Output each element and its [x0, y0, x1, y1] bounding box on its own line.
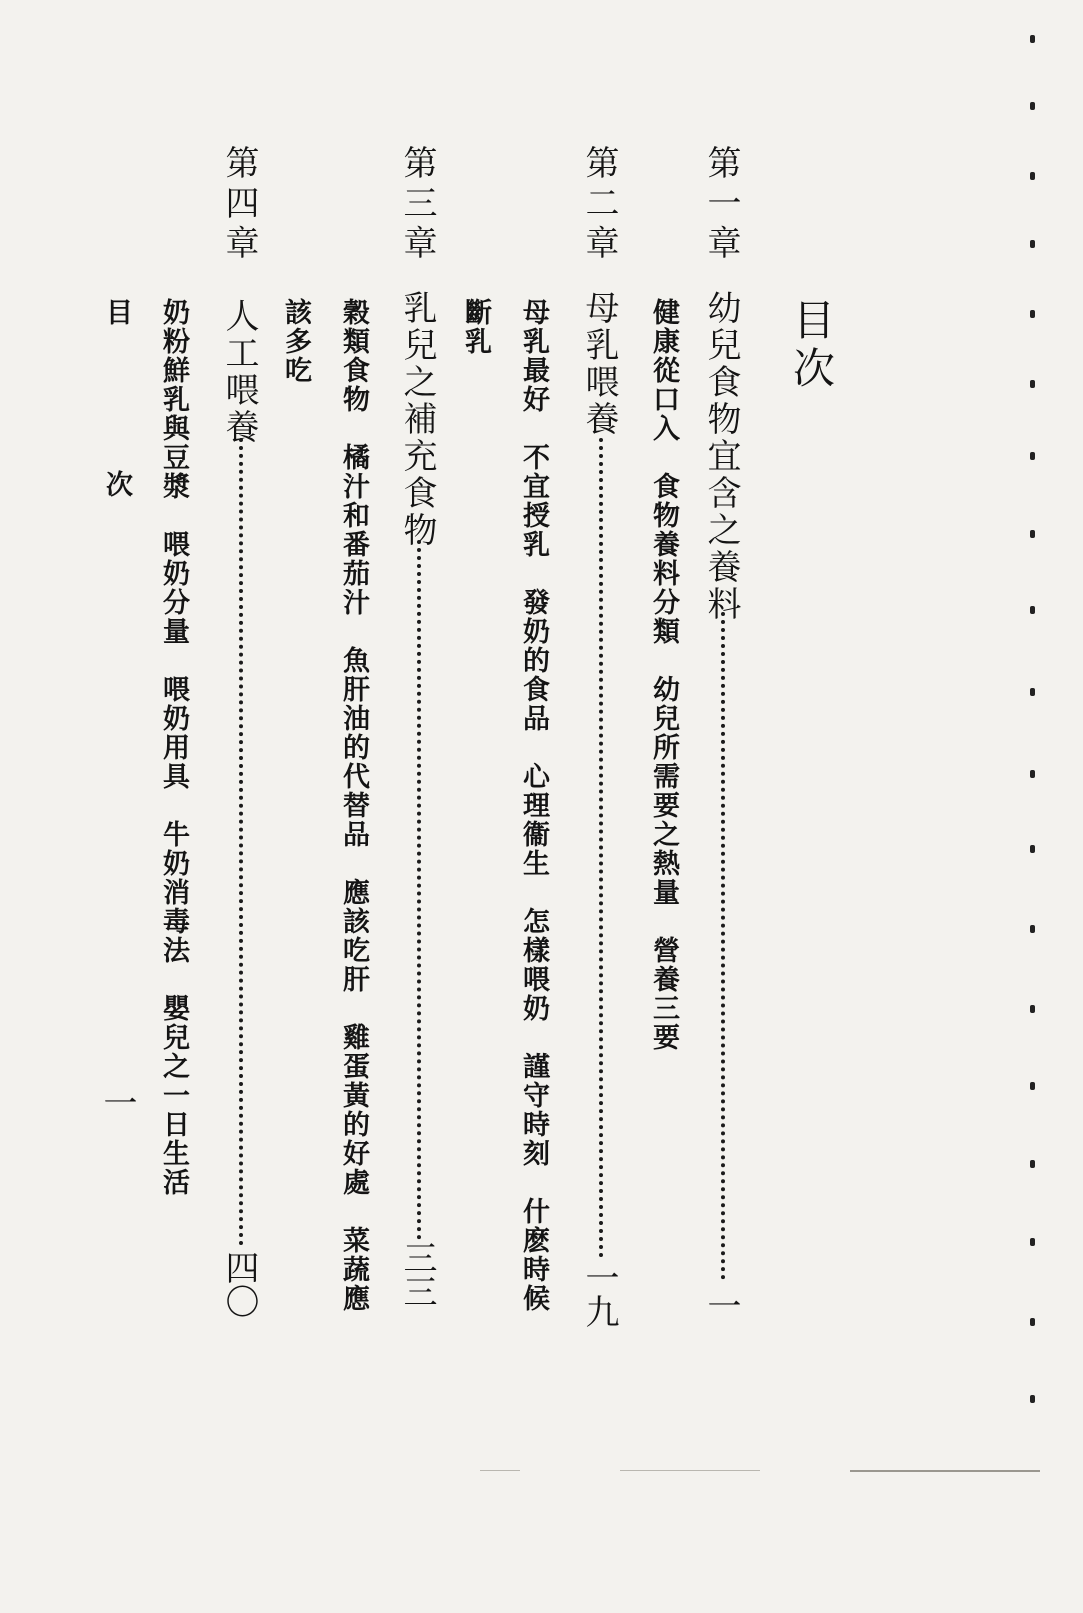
binding-mark: [1030, 1082, 1035, 1090]
chapter-2-title: 母乳喂養: [579, 290, 619, 438]
binding-mark: [1030, 1005, 1035, 1013]
chapter-4-title: 人工喂養: [219, 298, 259, 446]
running-head-bottom: 次: [101, 470, 132, 499]
chapter-4-leader-dots: [239, 438, 243, 1246]
chapter-1-subtopics: 健康從口入 食物養料分類 幼兒所需要之熱量 營養三要: [648, 298, 679, 1052]
binding-mark: [1030, 102, 1035, 110]
binding-mark: [1030, 530, 1035, 538]
binding-mark: [1030, 770, 1035, 778]
chapter-4-subtopics: 奶粉鮮乳與豆漿 喂奶分量 喂奶用具 牛奶消毒法 嬰兒之一日生活: [158, 298, 189, 1197]
chapter-4-page-number: 四〇: [219, 1250, 259, 1318]
folio: 一: [97, 1085, 137, 1119]
chapter-2-label: 第二章: [579, 145, 619, 265]
chapter-1-leader-dots: [721, 612, 725, 1280]
page-title: 目次: [787, 298, 836, 394]
chapter-1-label: 第一章: [701, 145, 741, 265]
chapter-3-leader-dots: [417, 540, 421, 1240]
scan-edge-line: [850, 1470, 1040, 1472]
chapter-3-page-number: 三三: [397, 1240, 437, 1308]
binding-mark: [1030, 172, 1035, 180]
chapter-2-leader-dots: [599, 438, 603, 1258]
chapter-3-subtopics-line-2: 該多吃: [280, 298, 311, 385]
scan-edge-line: [620, 1470, 760, 1471]
binding-mark: [1030, 925, 1035, 933]
binding-mark: [1030, 240, 1035, 248]
chapter-3-title: 乳兒之補充食物: [397, 290, 437, 549]
binding-mark: [1030, 606, 1035, 614]
chapter-3-label: 第三章: [397, 145, 437, 265]
chapter-1-title: 幼兒食物宜含之養料: [701, 290, 741, 623]
running-head-top: 目: [101, 298, 132, 327]
binding-mark: [1030, 688, 1035, 696]
binding-mark: [1030, 35, 1035, 43]
binding-mark: [1030, 380, 1035, 388]
chapter-4-label: 第四章: [219, 145, 259, 265]
chapter-1-page-number: 一: [701, 1288, 741, 1322]
chapter-3-subtopics-line-1: 穀類食物 橘汁和番茄汁 魚肝油的代替品 應該吃肝 雞蛋黃的好處 菜蔬應: [338, 298, 369, 1313]
binding-mark: [1030, 452, 1035, 460]
binding-mark: [1030, 1238, 1035, 1246]
chapter-2-subtopics-line-2: 斷乳: [460, 298, 491, 356]
binding-mark: [1030, 845, 1035, 853]
chapter-2-page-number: 一九: [579, 1260, 619, 1328]
binding-mark: [1030, 310, 1035, 318]
binding-mark: [1030, 1395, 1035, 1403]
scan-edge-line: [480, 1470, 520, 1471]
binding-mark: [1030, 1318, 1035, 1326]
binding-mark: [1030, 1160, 1035, 1168]
chapter-2-subtopics-line-1: 母乳最好 不宜授乳 發奶的食品 心理衞生 怎樣喂奶 謹守時刻 什麽時候: [518, 298, 549, 1313]
